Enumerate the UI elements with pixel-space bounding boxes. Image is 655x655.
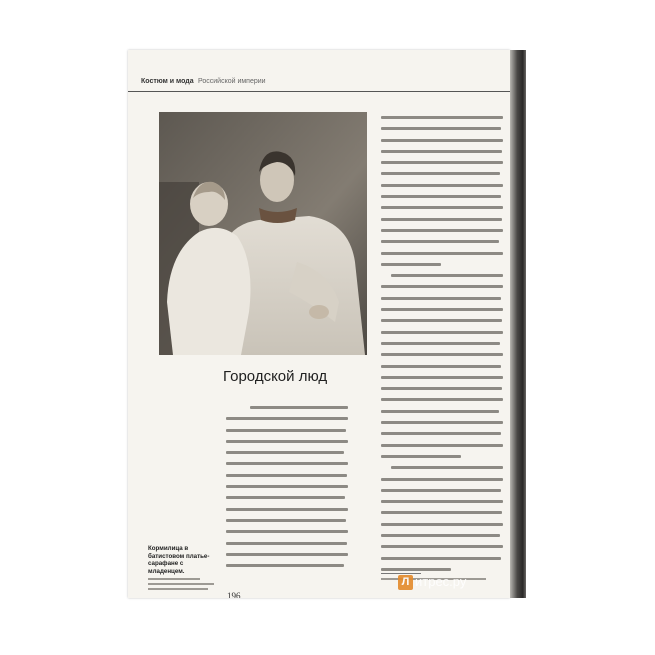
text-line <box>226 436 348 447</box>
body-column-left <box>226 402 348 571</box>
text-line <box>381 417 503 428</box>
caption-title: Кормилица в батистовом платье-сарафане с младенцем. <box>148 545 210 575</box>
text-line <box>226 492 348 503</box>
text-line <box>226 413 348 424</box>
running-head <box>128 78 510 88</box>
text-line <box>226 402 348 413</box>
running-head-subtitle: Российской империи <box>198 78 266 85</box>
running-head-section: Костюм и мода <box>141 78 194 85</box>
text-line <box>226 425 348 436</box>
text-line <box>381 135 503 146</box>
text-line <box>381 372 503 383</box>
text-line <box>381 146 503 157</box>
text-line <box>381 440 503 451</box>
text-line <box>381 428 503 439</box>
text-line <box>381 236 503 247</box>
header-rule <box>128 91 510 92</box>
caption-credits <box>148 578 218 590</box>
text-line <box>226 560 348 571</box>
page-number: 196 <box>227 591 241 598</box>
text-line <box>381 406 503 417</box>
text-line <box>381 394 503 405</box>
text-line <box>381 327 503 338</box>
text-line <box>381 462 503 473</box>
text-line <box>381 157 503 168</box>
text-line <box>226 470 348 481</box>
portrait-photo <box>159 112 367 355</box>
text-line <box>381 541 503 552</box>
text-line <box>226 447 348 458</box>
portrait-photo-icon <box>159 112 367 355</box>
text-line <box>381 361 503 372</box>
text-line <box>381 191 503 202</box>
text-line <box>226 538 348 549</box>
litres-logo-icon: Л <box>398 575 413 590</box>
text-line <box>381 180 503 191</box>
text-line <box>381 349 503 360</box>
text-line <box>381 225 503 236</box>
text-line <box>226 526 348 537</box>
text-line <box>381 202 503 213</box>
text-line <box>226 481 348 492</box>
text-line <box>381 451 503 462</box>
watermark-text: итрес.ру <box>415 574 467 589</box>
text-line <box>381 281 503 292</box>
text-line <box>381 485 503 496</box>
text-line <box>226 504 348 515</box>
text-line <box>381 474 503 485</box>
photo-caption <box>148 545 218 593</box>
text-line <box>381 304 503 315</box>
text-line <box>381 259 503 270</box>
text-line <box>381 496 503 507</box>
text-line <box>381 383 503 394</box>
text-line <box>381 168 503 179</box>
text-line <box>381 214 503 225</box>
text-line <box>226 549 348 560</box>
section-heading: Городской люд <box>223 368 328 385</box>
text-line <box>381 112 503 123</box>
book-page <box>128 50 510 598</box>
watermark <box>398 574 466 590</box>
text-line <box>226 515 348 526</box>
text-line <box>381 315 503 326</box>
text-line <box>381 270 503 281</box>
body-column-right <box>381 112 503 575</box>
text-line <box>381 293 503 304</box>
text-line <box>381 123 503 134</box>
text-line <box>381 338 503 349</box>
text-line <box>381 519 503 530</box>
book-spine <box>510 50 526 598</box>
text-line <box>381 507 503 518</box>
text-line <box>381 248 503 259</box>
text-line <box>381 553 503 564</box>
text-line <box>226 458 348 469</box>
text-line <box>381 530 503 541</box>
